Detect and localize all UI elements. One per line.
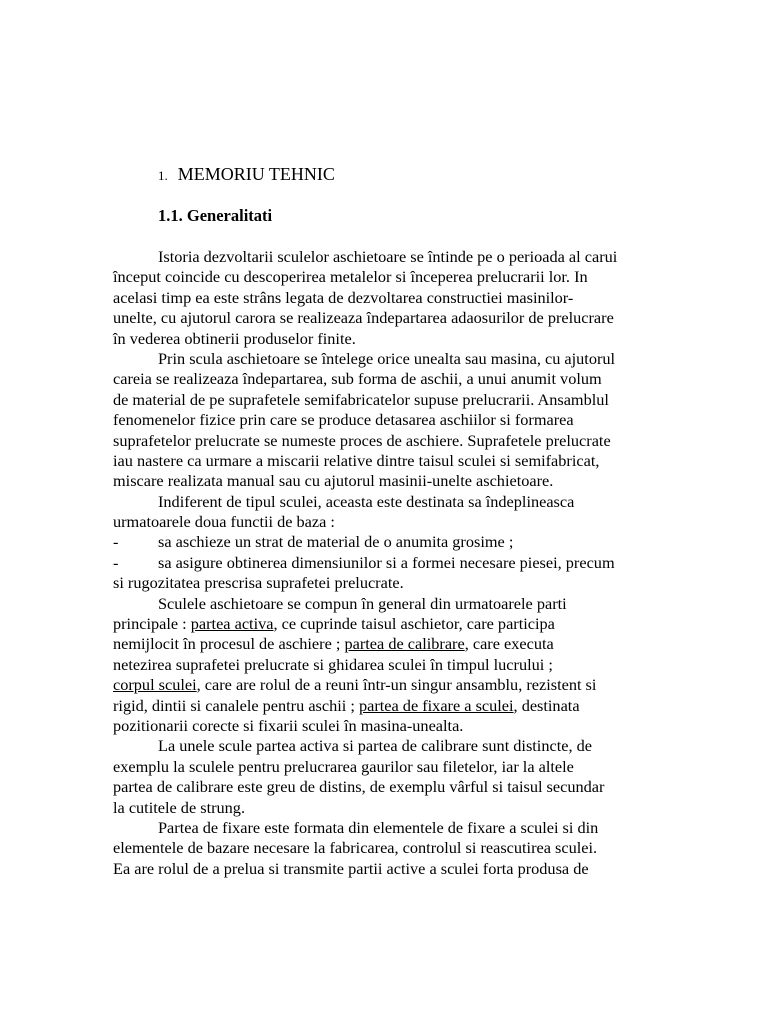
text-segment: careia se realizeaza îndepartarea, sub forma de aschii, a unui anumit volum [113, 369, 602, 389]
text-line [113, 838, 633, 858]
text-segment: Partea de fixare este formata din elementele de fixare a sculei si din [158, 817, 599, 837]
text-line [113, 369, 633, 389]
underlined-term: partea activa [190, 614, 274, 634]
text-line [113, 471, 633, 491]
text-segment: , ce cuprinde taisul aschietor, care participa [273, 614, 555, 634]
text-line [113, 512, 633, 532]
list-bullet: - [113, 552, 119, 572]
text-line [113, 390, 633, 410]
text-segment: rigid, dintii si canalele pentru aschii ; [113, 695, 359, 715]
text-segment: principale : [113, 614, 191, 634]
text-segment: exemplu la sculele pentru prelucrarea gaurilor sau filetelor, iar la altele [113, 756, 574, 776]
text-segment: netezirea suprafetei prelucrate si ghidarea sculei în timpul lucrului ; [113, 654, 553, 674]
section-title: MEMORIU TEHNIC [177, 164, 335, 184]
text-segment: început coincide cu descoperirea metalelor si începerea prelucrarii lor. In [113, 267, 588, 287]
text-segment: , destinata [513, 695, 580, 715]
text-line [113, 329, 633, 349]
text-line [113, 798, 633, 818]
text-line [113, 431, 633, 451]
text-line [113, 532, 633, 552]
text-segment: elementele de bazare necesare la fabricarea, controlul si reascutirea sculei. [113, 838, 598, 858]
text-line [113, 451, 633, 471]
text-line [113, 675, 633, 695]
text-segment: Istoria dezvoltarii sculelor aschietoare se întinde pe o perioada al carui [158, 247, 618, 266]
text-segment: de material de pe suprafetele semifabricatelor supuse prelucrarii. Ansamblul [113, 389, 609, 409]
text-line [113, 247, 633, 267]
underlined-term: corpul sculei [113, 675, 197, 695]
text-segment: nemijlocit în procesul de aschiere ; [113, 634, 345, 654]
text-segment: , care are rolul de a reuni într-un singur ansamblu, rezistent si [196, 675, 597, 695]
list-bullet: - [113, 532, 119, 552]
text-segment: iau nastere ca urmare a miscarii relative dintre taisul sculei si semifabricat, [113, 450, 600, 470]
text-line [113, 696, 633, 716]
text-line [113, 818, 633, 838]
text-line [113, 736, 633, 756]
text-segment: , care executa [464, 634, 554, 654]
text-segment: Sculele aschietoare se compun în general din urmatoarele parti [158, 593, 567, 613]
text-segment: Ea are rolul de a prelua si transmite partii active a sculei forta produsa de [113, 858, 589, 878]
text-line [113, 634, 633, 654]
text-segment: în vederea obtinerii produselor finite. [113, 328, 356, 348]
text-segment: La unele scule partea activa si partea de calibrare sunt distincte, de [158, 736, 592, 756]
body-text [113, 247, 633, 879]
text-segment: pozitionarii corecte si fixarii sculei în masina-unealta. [113, 715, 464, 735]
section-number: 1. [158, 168, 168, 183]
text-line [113, 594, 633, 614]
underlined-term: partea de fixare a sculei [358, 695, 514, 715]
text-line [113, 859, 633, 879]
text-line [113, 716, 633, 736]
subsection-heading: 1.1. Generalitati [158, 206, 273, 225]
text-segment: sa asigure obtinerea dimensiunilor si a formei necesare piesei, precum [158, 552, 615, 572]
text-segment: Prin scula aschietoare se întelege orice unealta sau masina, cu ajutorul [158, 348, 616, 368]
text-line [113, 553, 633, 573]
text-line [113, 777, 633, 797]
section-heading [158, 163, 335, 187]
text-line [113, 288, 633, 308]
text-segment: urmatoarele doua functii de baza : [113, 512, 335, 532]
text-line [113, 410, 633, 430]
text-segment: partea de calibrare este greu de distins, de exemplu vârful si taisul secundar [113, 777, 605, 797]
text-line [113, 349, 633, 369]
text-segment: suprafetelor prelucrate se numeste proces de aschiere. Suprafetele prelucrate [113, 430, 611, 450]
text-line [113, 492, 633, 512]
text-line [113, 757, 633, 777]
text-line [113, 267, 633, 287]
underlined-term: partea de calibrare [344, 634, 465, 654]
text-segment: Indiferent de tipul sculei, aceasta este destinata sa îndeplineasca [158, 491, 575, 511]
text-segment: si rugozitatea prescrisa suprafetei prelucrate. [113, 573, 404, 593]
text-segment: sa aschieze un strat de material de o anumita grosime ; [158, 532, 514, 552]
text-line [113, 655, 633, 675]
text-line [113, 573, 633, 593]
text-segment: fenomenelor fizice prin care se produce detasarea aschiilor si formarea [113, 410, 574, 430]
text-segment: acelasi timp ea este strâns legata de dezvoltarea constructiei masinilor- [113, 287, 574, 307]
text-segment: unelte, cu ajutorul carora se realizeaza îndepartarea adaosurilor de prelucrare [113, 308, 614, 328]
text-line [113, 308, 633, 328]
text-segment: la cutitele de strung. [113, 797, 246, 817]
text-line [113, 614, 633, 634]
text-segment: miscare realizata manual sau cu ajutorul masinii-unelte aschietoare. [113, 471, 554, 491]
